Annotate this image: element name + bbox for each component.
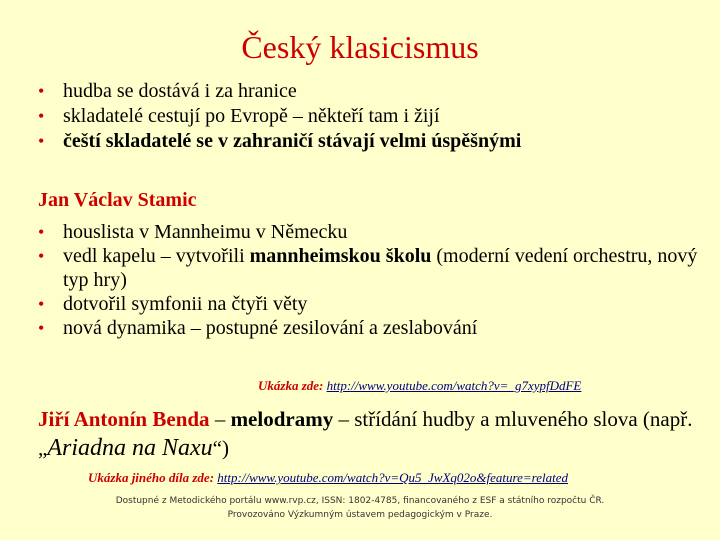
sample-2-link[interactable]: http://www.youtube.com/watch?v=Qu5_JwXq02o&feature=related xyxy=(217,470,568,485)
intro-bullet-3-text: čeští skladatelé se v zahraničí stávají velmi úspěšnými xyxy=(63,130,522,152)
bullet-icon: • xyxy=(38,294,45,314)
stamic-bullet-4-text: nová dynamika – postupné zesilování a zeslabování xyxy=(63,317,478,339)
sample-1-label: Ukázka zde: xyxy=(258,378,324,393)
ariadna-title: Ariadna na Naxu xyxy=(47,435,213,461)
footer-line-2: Provozováno Výzkumným ústavem pedagogickým v Praze. xyxy=(227,510,493,520)
footer xyxy=(90,494,630,522)
bullet-icon: • xyxy=(38,222,45,242)
bullet-icon: • xyxy=(38,131,45,151)
benda-name: Jiří Antonín Benda xyxy=(38,407,210,431)
melodrama-term: melodramy xyxy=(230,407,334,431)
bullet-icon: • xyxy=(38,318,45,338)
benda-paragraph xyxy=(38,405,698,463)
stamic-bullet-4 xyxy=(38,316,703,340)
sample-2-label: Ukázka jiného díla zde: xyxy=(88,470,215,485)
stamic-bullet-2 xyxy=(38,244,703,292)
stamic-bullet-list xyxy=(38,220,703,340)
sample-1-link[interactable]: http://www.youtube.com/watch?v=_g7xypfDdFE xyxy=(326,378,582,393)
benda-dash: – xyxy=(209,407,231,431)
stamic-bullet-2-pre: vedl kapelu – vytvořili xyxy=(63,245,250,267)
bullet-icon: • xyxy=(38,106,45,126)
stamic-bullet-2-post: (moderní vedení orchestru, nový typ hry) xyxy=(63,245,698,291)
stamic-bullet-3-text: dotvořil symfonii na čtyři věty xyxy=(63,293,308,315)
sample-1 xyxy=(258,378,581,394)
stamic-heading: Jan Václav Stamic xyxy=(38,189,197,211)
slide-title: Český klasicismus xyxy=(241,29,479,65)
mannheim-school-term: mannheimskou školu xyxy=(249,245,432,267)
intro-bullet-3 xyxy=(38,129,521,154)
sample-2 xyxy=(88,470,568,486)
intro-bullet-1-text: hudba se dostává i za hranice xyxy=(63,80,297,102)
footer-line-1: Dostupné z Metodického portálu www.rvp.cz, ISSN: 1802-4785, financovaného z ESF a státního rozpočtu ČR. xyxy=(115,496,605,506)
stamic-bullet-1 xyxy=(38,220,703,244)
bullet-icon: • xyxy=(38,246,45,266)
intro-bullet-list xyxy=(38,79,521,154)
intro-bullet-2 xyxy=(38,104,521,129)
intro-bullet-2-text: skladatelé cestují po Evropě – někteří tam i žijí xyxy=(63,105,440,127)
benda-close: “) xyxy=(212,436,229,460)
stamic-bullet-1-text: houslista v Mannheimu v Německu xyxy=(63,221,348,243)
benda-rest: – střídání hudby a mluveného slova (např. „ xyxy=(38,407,693,460)
stamic-bullet-3 xyxy=(38,292,703,316)
bullet-icon: • xyxy=(38,81,45,101)
intro-bullet-1 xyxy=(38,79,521,104)
